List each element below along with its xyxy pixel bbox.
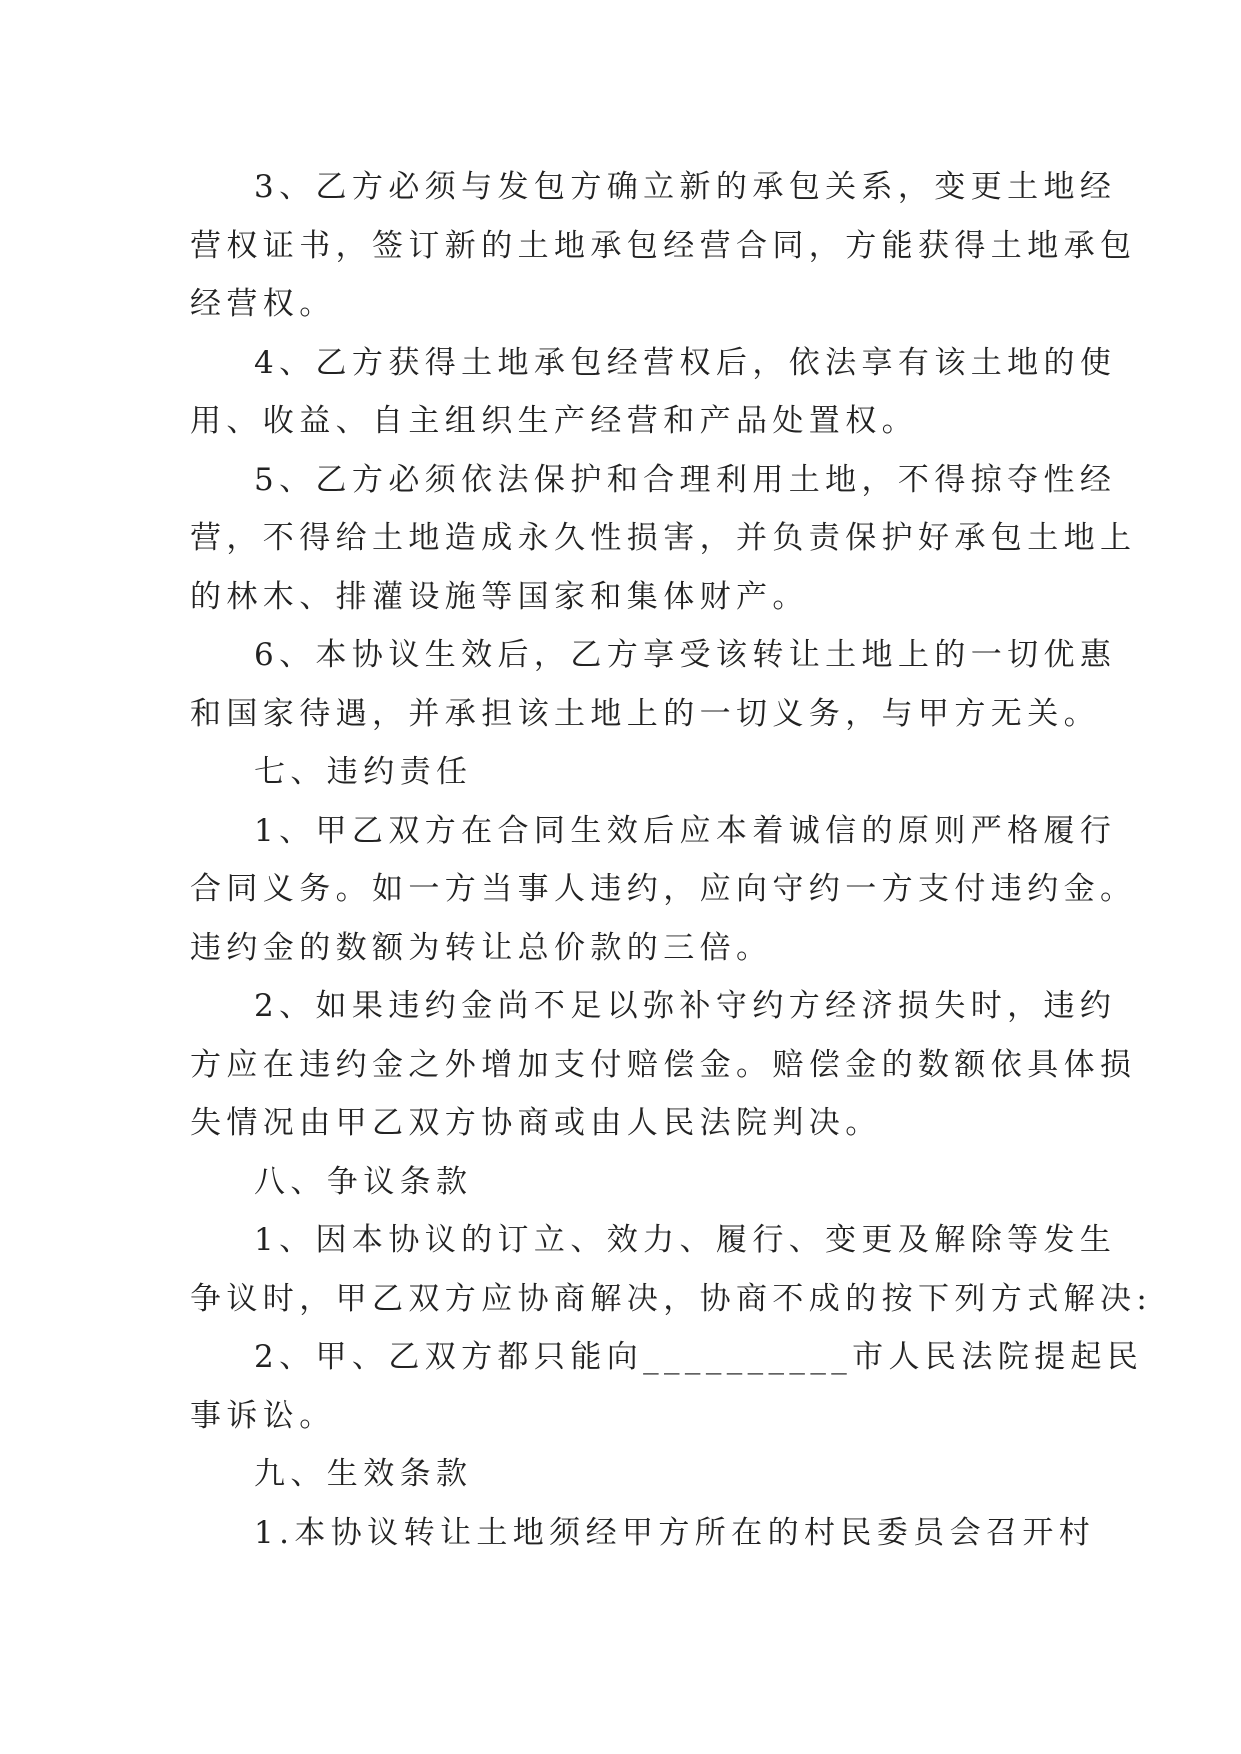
- paragraph-line: 事诉讼。: [190, 1397, 336, 1434]
- paragraph-line: 经营权。: [190, 286, 336, 322]
- paragraph-line: 合同义务。如一方当事人违约，应向守约一方支付违约金。: [190, 871, 1137, 907]
- paragraph-line: 营权证书，签订新的土地承包经营合同，方能获得土地承包: [190, 227, 1137, 264]
- paragraph-line: 方应在违约金之外增加支付赔偿金。赔偿金的数额依具体损: [190, 1046, 1137, 1083]
- paragraph-line: 2、甲、乙双方都只能向__________市人民法院提起民: [254, 1339, 1144, 1375]
- paragraph-line: 6、本协议生效后，乙方享受该转让土地上的一切优惠: [254, 637, 1117, 673]
- paragraph-line: 3、乙方必须与发包方确立新的承包关系，变更土地经: [254, 169, 1117, 205]
- paragraph-line: 1、因本协议的订立、效力、履行、变更及解除等发生: [254, 1222, 1117, 1258]
- paragraph-line: 4、乙方获得土地承包经营权后，依法享有该土地的使: [254, 344, 1117, 381]
- paragraph-line: 2、如果违约金尚不足以弥补守约方经济损失时，违约: [254, 988, 1117, 1024]
- paragraph-line: 5、乙方必须依法保护和合理利用土地，不得掠夺性经: [254, 461, 1117, 498]
- paragraph-line: 用、收益、自主组织生产经营和产品处置权。: [190, 403, 918, 439]
- paragraph-line: 违约金的数额为转让总价款的三倍。: [190, 929, 773, 966]
- paragraph-line: 的林木、排灌设施等国家和集体财产。: [190, 578, 809, 615]
- section-heading: 八、争议条款: [254, 1163, 473, 1200]
- paragraph-line: 1.本协议转让土地须经甲方所在的村民委员会召开村: [254, 1514, 1096, 1551]
- paragraph-line: 和国家待遇，并承担该土地上的一切义务，与甲方无关。: [190, 695, 1100, 732]
- paragraph-line: 营，不得给土地造成永久性损害，并负责保护好承包土地上: [190, 520, 1137, 556]
- section-heading: 七、违约责任: [254, 754, 473, 790]
- paragraph-line: 争议时，甲乙双方应协商解决，协商不成的按下列方式解决:: [190, 1280, 1153, 1317]
- paragraph-line: 1、甲乙双方在合同生效后应本着诚信的原则严格履行: [254, 812, 1117, 849]
- paragraph-line: 失情况由甲乙双方协商或由人民法院判决。: [190, 1105, 882, 1141]
- document-body: [190, 158, 1153, 1562]
- section-heading: 九、生效条款: [254, 1456, 473, 1492]
